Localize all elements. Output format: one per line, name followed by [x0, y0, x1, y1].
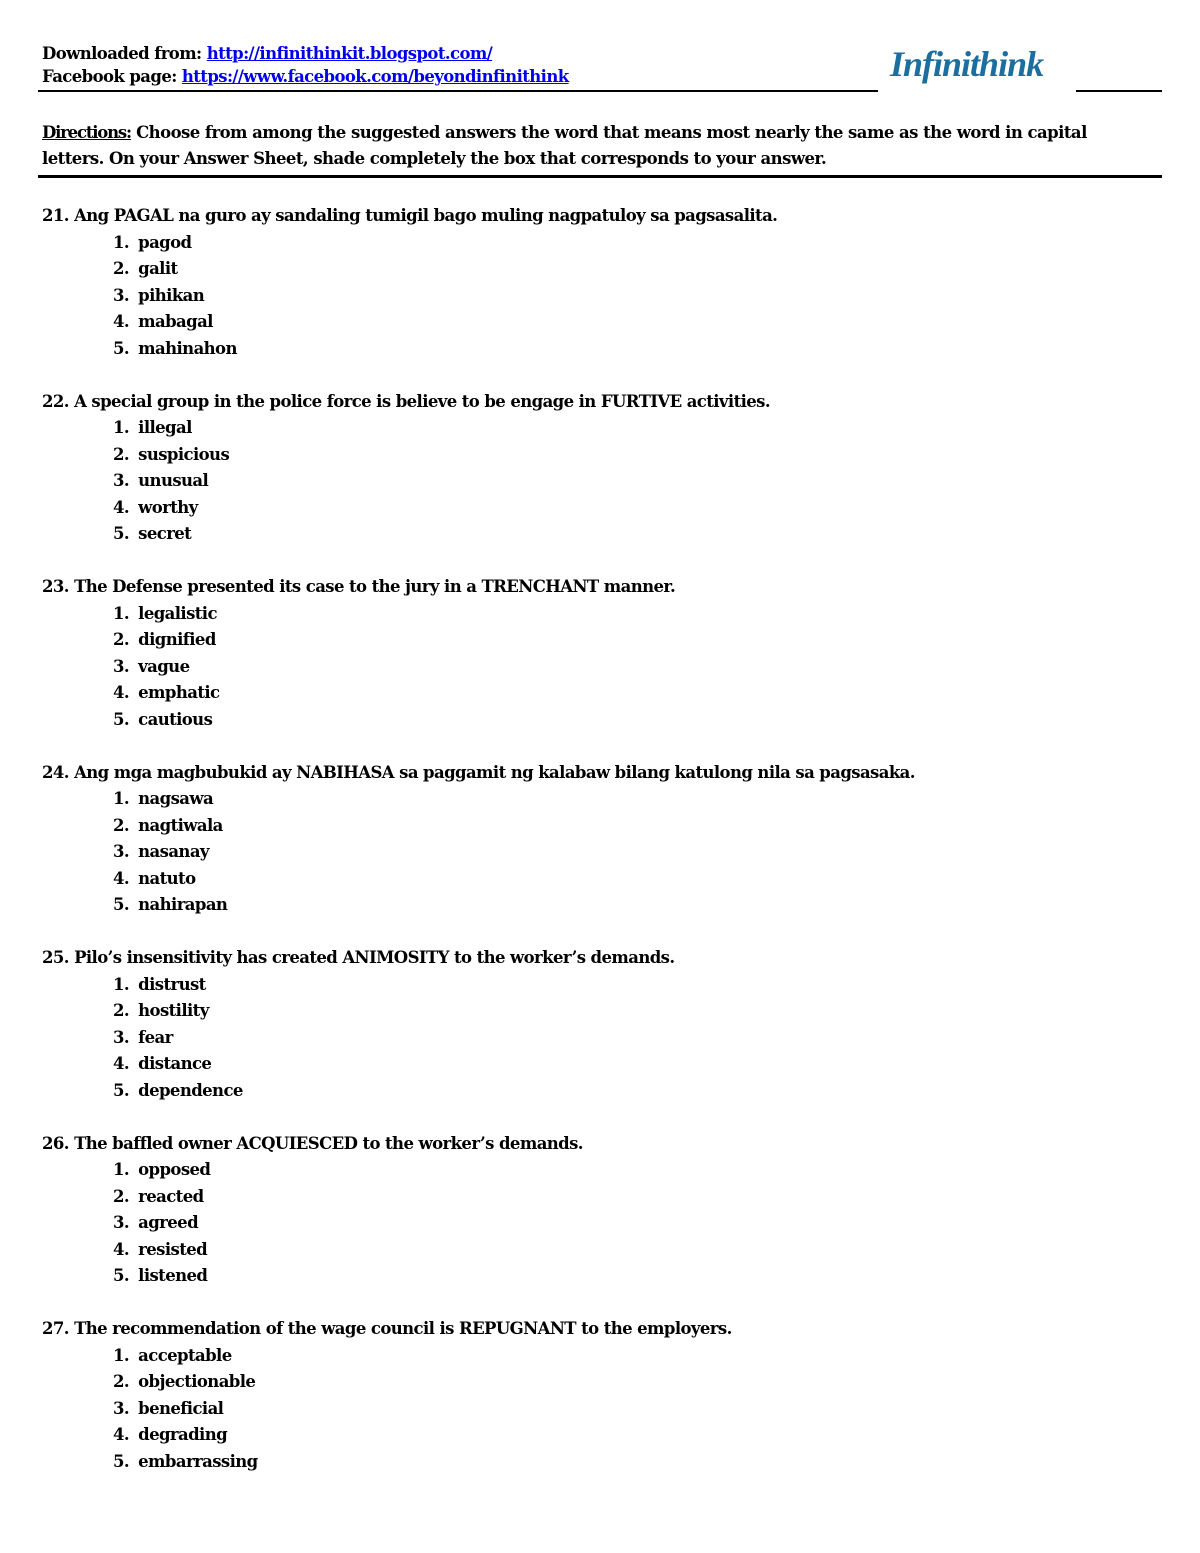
- option-number: 4.: [113, 683, 130, 702]
- question-text: Ang mga magbubukid ay NABIHASA sa paggamit ng kalabaw bilang katulong nila sa pagsasaka.: [74, 762, 915, 782]
- option-text: unusual: [138, 471, 209, 490]
- answer-option: [42, 521, 1142, 548]
- answer-option: [42, 972, 1142, 999]
- option-text: acceptable: [138, 1345, 232, 1365]
- option-number: 1.: [113, 232, 130, 252]
- option-text: embarrassing: [138, 1451, 258, 1471]
- answer-option: [42, 1263, 1142, 1290]
- option-text: objectionable: [138, 1372, 256, 1391]
- option-text: pagod: [138, 232, 192, 252]
- question-item: [42, 574, 1142, 733]
- option-text: pihikan: [138, 285, 205, 305]
- answer-option: [42, 866, 1142, 893]
- directions-rule: [38, 175, 1162, 178]
- answer-options: [42, 1157, 1142, 1290]
- option-text: cautious: [138, 709, 213, 729]
- question-text: The baffled owner ACQUIESCED to the worker’s demands.: [74, 1133, 583, 1153]
- question-list: [42, 203, 1142, 1502]
- option-number: 1.: [113, 603, 130, 623]
- option-number: 2.: [113, 1186, 130, 1206]
- option-text: mabagal: [138, 312, 213, 331]
- option-text: nagtiwala: [138, 815, 223, 835]
- question-number: 27.: [42, 1319, 69, 1338]
- answer-option: [42, 1078, 1142, 1105]
- option-number: 2.: [113, 259, 130, 278]
- option-number: 5.: [113, 1451, 130, 1471]
- option-number: 2.: [113, 815, 130, 835]
- option-number: 3.: [113, 842, 130, 861]
- answer-option: [42, 1396, 1142, 1423]
- answer-options: [42, 972, 1142, 1105]
- option-number: 3.: [113, 1213, 130, 1232]
- answer-option: [42, 627, 1142, 654]
- answer-options: [42, 1343, 1142, 1476]
- answer-option: [42, 336, 1142, 363]
- option-number: 3.: [113, 1027, 130, 1047]
- option-text: dignified: [138, 630, 216, 649]
- answer-option: [42, 230, 1142, 257]
- option-text: dependence: [138, 1080, 243, 1100]
- question-stem: [42, 945, 1142, 972]
- answer-option: [42, 813, 1142, 840]
- option-text: agreed: [138, 1213, 199, 1232]
- answer-option: [42, 601, 1142, 628]
- answer-option: [42, 442, 1142, 469]
- option-text: legalistic: [138, 603, 217, 623]
- option-number: 3.: [113, 285, 130, 305]
- question-number: 24.: [42, 762, 69, 782]
- answer-options: [42, 230, 1142, 363]
- option-number: 1.: [113, 1345, 130, 1365]
- option-number: 3.: [113, 656, 130, 676]
- question-stem: [42, 574, 1142, 601]
- answer-option: [42, 495, 1142, 522]
- option-text: listened: [138, 1266, 208, 1285]
- answer-option: [42, 1343, 1142, 1370]
- question-item: [42, 760, 1142, 919]
- option-text: resisted: [138, 1239, 208, 1259]
- answer-option: [42, 1184, 1142, 1211]
- answer-options: [42, 601, 1142, 734]
- option-number: 3.: [113, 1398, 130, 1418]
- directions-label: Directions:: [42, 123, 131, 142]
- option-number: 5.: [113, 338, 130, 358]
- answer-option: [42, 1051, 1142, 1078]
- question-stem: [42, 1131, 1142, 1158]
- answer-option: [42, 892, 1142, 919]
- option-number: 1.: [113, 974, 130, 994]
- option-text: illegal: [138, 418, 192, 437]
- answer-option: [42, 1025, 1142, 1052]
- answer-option: [42, 309, 1142, 336]
- option-text: natuto: [138, 868, 196, 888]
- answer-option: [42, 1210, 1142, 1237]
- facebook-link[interactable]: https://www.facebook.com/beyondinfinithink: [181, 67, 569, 86]
- answer-option: [42, 680, 1142, 707]
- option-text: degrading: [138, 1425, 228, 1444]
- question-text: The recommendation of the wage council is REPUGNANT to the employers.: [74, 1319, 732, 1338]
- logo-text: Infinithink: [890, 44, 1044, 84]
- option-text: beneficial: [138, 1398, 224, 1418]
- question-text: Ang PAGAL na guro ay sandaling tumigil bago muling nagpatuloy sa pagsasalita.: [74, 206, 778, 225]
- option-number: 4.: [113, 1425, 130, 1444]
- question-stem: [42, 760, 1142, 787]
- header-rule-left: [38, 90, 878, 92]
- question-number: 22.: [42, 391, 69, 411]
- question-text: Pilo’s insensitivity has created ANIMOSITY to the worker’s demands.: [74, 948, 675, 967]
- option-number: 2.: [113, 1372, 130, 1391]
- option-text: nasanay: [138, 842, 209, 861]
- question-stem: [42, 203, 1142, 230]
- question-item: [42, 389, 1142, 548]
- option-number: 5.: [113, 1080, 130, 1100]
- option-number: 1.: [113, 418, 130, 437]
- option-number: 5.: [113, 709, 130, 729]
- answer-option: [42, 1422, 1142, 1449]
- answer-option: [42, 1157, 1142, 1184]
- option-number: 4.: [113, 1239, 130, 1259]
- question-stem: [42, 389, 1142, 416]
- answer-options: [42, 415, 1142, 548]
- option-text: nahirapan: [138, 895, 228, 914]
- directions-text: Choose from among the suggested answers the word that means most nearly the same as the word in capital letters. On your Answer Sheet, shade completely the box that corresponds to your answer.: [42, 123, 1087, 168]
- option-text: distrust: [138, 974, 206, 994]
- answer-option: [42, 256, 1142, 283]
- option-number: 2.: [113, 630, 130, 649]
- option-number: 3.: [113, 471, 130, 490]
- answer-option: [42, 654, 1142, 681]
- answer-option: [42, 468, 1142, 495]
- option-number: 4.: [113, 1054, 130, 1073]
- option-number: 4.: [113, 497, 130, 517]
- answer-option: [42, 1369, 1142, 1396]
- option-text: mahinahon: [138, 338, 237, 358]
- option-text: distance: [138, 1054, 212, 1073]
- question-item: [42, 1131, 1142, 1290]
- answer-options: [42, 786, 1142, 919]
- option-number: 4.: [113, 868, 130, 888]
- question-number: 21.: [42, 206, 69, 225]
- question-item: [42, 1316, 1142, 1475]
- infinithink-logo: [888, 38, 1074, 92]
- answer-option: [42, 283, 1142, 310]
- logo-wordmark-graphic: [888, 38, 1074, 92]
- option-number: 4.: [113, 312, 130, 331]
- question-item: [42, 203, 1142, 362]
- option-text: fear: [138, 1027, 173, 1047]
- answer-option: [42, 1449, 1142, 1476]
- option-text: vague: [138, 656, 190, 676]
- option-number: 5.: [113, 524, 130, 543]
- question-number: 26.: [42, 1133, 69, 1153]
- question-item: [42, 945, 1142, 1104]
- option-number: 1.: [113, 1160, 130, 1179]
- option-text: worthy: [138, 497, 198, 517]
- question-number: 23.: [42, 577, 69, 596]
- answer-option: [42, 1237, 1142, 1264]
- question-text: The Defense presented its case to the jury in a TRENCHANT manner.: [74, 577, 676, 596]
- option-text: nagsawa: [138, 789, 214, 808]
- answer-option: [42, 786, 1142, 813]
- option-text: reacted: [138, 1186, 204, 1206]
- option-text: galit: [138, 259, 178, 278]
- header-rule-right: [1076, 90, 1162, 92]
- directions-block: [42, 120, 1142, 172]
- option-text: emphatic: [138, 683, 220, 702]
- option-number: 5.: [113, 1266, 130, 1285]
- option-number: 2.: [113, 1001, 130, 1020]
- downloaded-from-label: Downloaded from:: [42, 44, 207, 63]
- blog-link[interactable]: http://infinithinkit.blogspot.com/: [206, 44, 493, 63]
- answer-option: [42, 839, 1142, 866]
- question-text: A special group in the police force is believe to be engage in FURTIVE activities.: [74, 391, 770, 411]
- answer-option: [42, 998, 1142, 1025]
- option-text: opposed: [138, 1160, 211, 1179]
- option-number: 2.: [113, 444, 130, 464]
- answer-option: [42, 415, 1142, 442]
- question-number: 25.: [42, 948, 69, 967]
- answer-option: [42, 707, 1142, 734]
- question-stem: [42, 1316, 1142, 1343]
- option-text: hostility: [138, 1001, 209, 1020]
- option-number: 5.: [113, 895, 130, 914]
- option-number: 1.: [113, 789, 130, 808]
- option-text: secret: [138, 524, 192, 543]
- facebook-page-label: Facebook page:: [42, 67, 182, 86]
- option-text: suspicious: [138, 444, 230, 464]
